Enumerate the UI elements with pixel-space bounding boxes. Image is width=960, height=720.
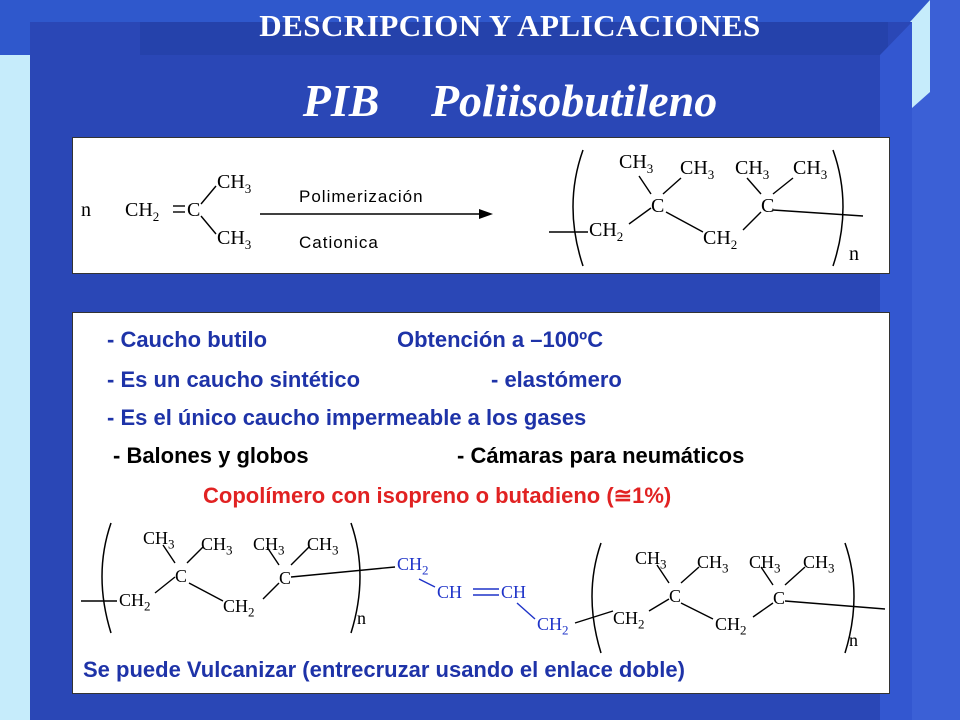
cop-c-1: C [175,566,188,586]
info-line5: Copolímero con isopreno o butadieno (≅1%) [203,483,672,508]
info-line1-b: Obtención a –100ºC [397,327,604,352]
cop-butadiene-ch2-bottom: $CH_2$ [537,614,569,638]
arrow-label-bottom: Cationica [299,233,379,252]
board-left-shadow [30,22,140,130]
info-line6: Se puede Vulcanizar (entrecruzar usando el enlace doble) [83,657,685,682]
reaction-arrowhead [479,209,493,219]
slide-title: DESCRIPCION Y APLICACIONES [259,8,761,43]
cop-ch3-5: $CH_3$ [635,548,667,572]
left-bracket [573,150,583,266]
monomer-ch3-bottom: $CH_3$ [217,227,252,252]
cop-c-4: C [773,588,786,608]
polymer-ch3-2: $CH_3$ [680,157,715,182]
cop-ch3-4: $CH_3$ [307,534,339,558]
coefficient-n: n [81,199,91,221]
cop-ch2-3: $CH_2$ [613,608,645,632]
cop-ch3-8: $CH_3$ [803,552,835,576]
arrow-label-top: Polimerización [299,187,424,206]
polymer-c-1: C [651,195,665,217]
board-right-face [912,0,960,720]
cop-ch2-4: $CH_2$ [715,614,747,638]
cop-repeat-1: n [357,608,366,628]
monomer-ch3-top: $CH_3$ [217,171,252,196]
cop-ch3-7: $CH_3$ [749,552,781,576]
info-line4-a: - Balones y globos [113,443,309,468]
polymer-ch3-3: $CH_3$ [735,157,770,182]
cop-ch2-1: $CH_2$ [119,590,151,614]
copolymer-bonds [73,313,889,693]
info-line2-a: - Es un caucho sintético [107,367,361,392]
info-panel [72,312,890,694]
info-line3: - Es el único caucho impermeable a los gases [107,405,587,430]
info-line4-b: - Cámaras para neumáticos [457,443,745,468]
polymer-ch2-1: $CH_2$ [589,219,624,244]
right-bracket [833,150,843,266]
cop-repeat-2: n [849,630,858,650]
polymer-c-2: C [761,195,775,217]
reaction-panel [72,137,890,274]
polymer-ch3-4: $CH_3$ [793,157,828,182]
cop-butadiene-ch2-top: $CH_2$ [397,554,429,578]
monomer-c: C [187,199,201,221]
polymer-repeat-n: n [849,243,859,265]
cop-ch3-2: $CH_3$ [201,534,233,558]
cop-ch3-1: $CH_3$ [143,528,175,552]
cop-butadiene-ch-1: CH [437,582,463,602]
info-line1-a: - Caucho butilo [107,327,268,352]
cop-ch3-6: $CH_3$ [697,552,729,576]
info-line2-b: - elastómero [491,367,622,392]
polymer-ch3-1: $CH_3$ [619,151,654,176]
polymer-ch2-2: $CH_2$ [703,227,738,252]
slide-subtitle: PIB Poliisobutileno [302,75,718,126]
monomer-ch2: $CH_2$ [125,199,160,224]
cop-c-2: C [279,568,292,588]
cop-ch2-2: $CH_2$ [223,596,255,620]
cop-ch3-3: $CH_3$ [253,534,285,558]
cop-c-3: C [669,586,682,606]
cop-butadiene-ch-2: CH [501,582,527,602]
